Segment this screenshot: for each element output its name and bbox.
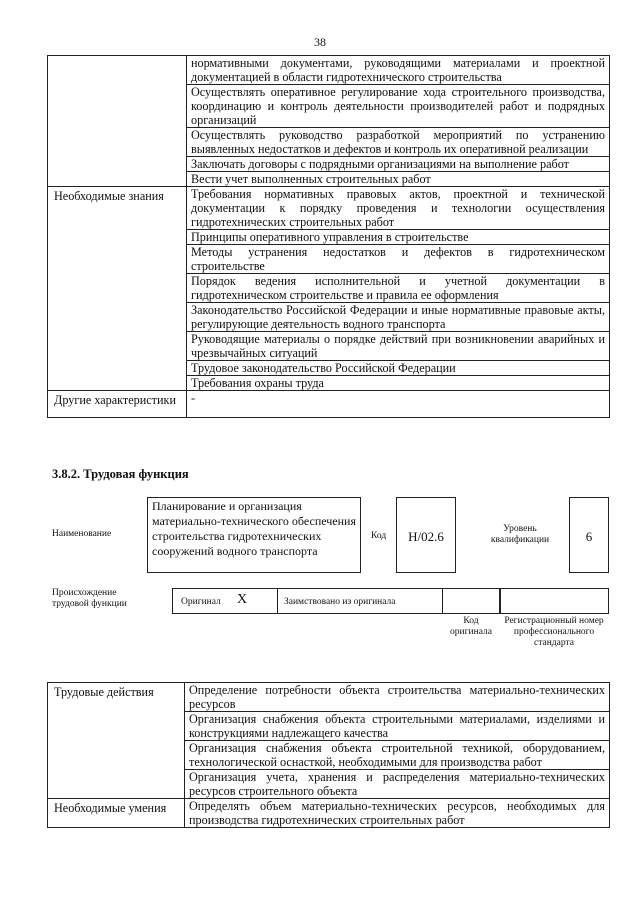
required-knowledge-label: Необходимые знания xyxy=(48,187,187,391)
knowledge-item: Трудовое законодательство Российской Федерации xyxy=(187,361,610,376)
skill-item: нормативными документами, руководящими материалами и проектной документацией в области гидротехнического строительства xyxy=(187,56,610,85)
borrowed-label: Заимствовано из оригинала xyxy=(284,597,396,607)
skill-item: Определять объем материально-технических ресурсов, необходимых для производства гидротехнических строительных работ xyxy=(185,799,610,828)
skill-item: Осуществлять руководство разработкой мероприятий по устранению выявленных недостатков и дефектов и контроль их оперативной реализации xyxy=(187,128,610,157)
labor-actions-label: Трудовые действия xyxy=(48,683,185,799)
knowledge-item: Законодательство Российской Федерации и иные нормативные правовые акты, регулирующие деятельность водного транспорта xyxy=(187,303,610,332)
function-name-box: Планирование и организация материально-технического обеспечения строительства гидротехнических сооружений водного транспорта xyxy=(147,497,361,573)
original-label: Оригинал xyxy=(181,597,221,607)
required-skills-label: Необходимые умения xyxy=(48,799,185,828)
skill-item: Заключать договоры с подрядными организациями на выполнение работ xyxy=(187,157,610,172)
page-number: 38 xyxy=(314,35,326,49)
original-checkmark: X xyxy=(237,592,248,607)
skill-item: Осуществлять оперативное регулирование хода строительного производства, координацию и контроль деятельности производителей работ и подрядных организаций xyxy=(187,85,610,128)
function-code-box: Н/02.6 xyxy=(396,497,456,573)
labor-action-item: Организация учета, хранения и распределения материально-технических ресурсов строительного объекта xyxy=(185,770,610,799)
knowledge-item: Порядок ведения исполнительной и учетной документации в гидротехническом строительстве и правила ее оформления xyxy=(187,274,610,303)
knowledge-item: Методы устранения недостатков и дефектов в гидротехническом строительстве xyxy=(187,245,610,274)
other-characteristics-label: Другие характеристики xyxy=(48,391,187,418)
code-caption: Код оригинала xyxy=(450,616,492,637)
knowledge-item: Требования охраны труда xyxy=(187,376,610,391)
name-label: Наименование xyxy=(52,529,112,539)
code-label: Код xyxy=(371,531,387,541)
registration-number-box xyxy=(500,588,609,614)
other-characteristics-value: - xyxy=(187,391,610,418)
origin-label: Происхождение трудовой функции xyxy=(52,588,127,609)
row-label xyxy=(48,56,187,187)
labor-action-item: Организация снабжения объекта строительной техникой, оборудованием, технологической оснасткой, необходимыми для производства работ xyxy=(185,741,610,770)
origin-divider xyxy=(277,588,278,614)
qualification-level-box: 6 xyxy=(569,497,609,573)
skill-item: Вести учет выполненных строительных работ xyxy=(187,172,610,187)
labor-action-item: Организация снабжения объекта строительными материалами, изделиями и конструкциями надлежащего качества xyxy=(185,712,610,741)
registration-caption: Регистрационный номер профессионального стандарта xyxy=(504,616,604,648)
labor-action-item: Определение потребности объекта строительства материально-технических ресурсов xyxy=(185,683,610,712)
labor-function-table xyxy=(47,682,610,828)
labor-function-table-continued xyxy=(47,55,610,418)
knowledge-item: Требования нормативных правовых актов, проектной и технической документации к порядку проведения и технологии осуществления гидротехнических строительных работ xyxy=(187,187,610,230)
qualification-level-label: Уровень квалификации xyxy=(490,524,550,545)
knowledge-item: Принципы оперативного управления в строительстве xyxy=(187,230,610,245)
original-code-box xyxy=(442,588,500,614)
knowledge-item: Руководящие материалы о порядке действий при возникновении аварийных и чрезвычайных ситуаций xyxy=(187,332,610,361)
section-heading: 3.8.2. Трудовая функция xyxy=(52,467,189,481)
